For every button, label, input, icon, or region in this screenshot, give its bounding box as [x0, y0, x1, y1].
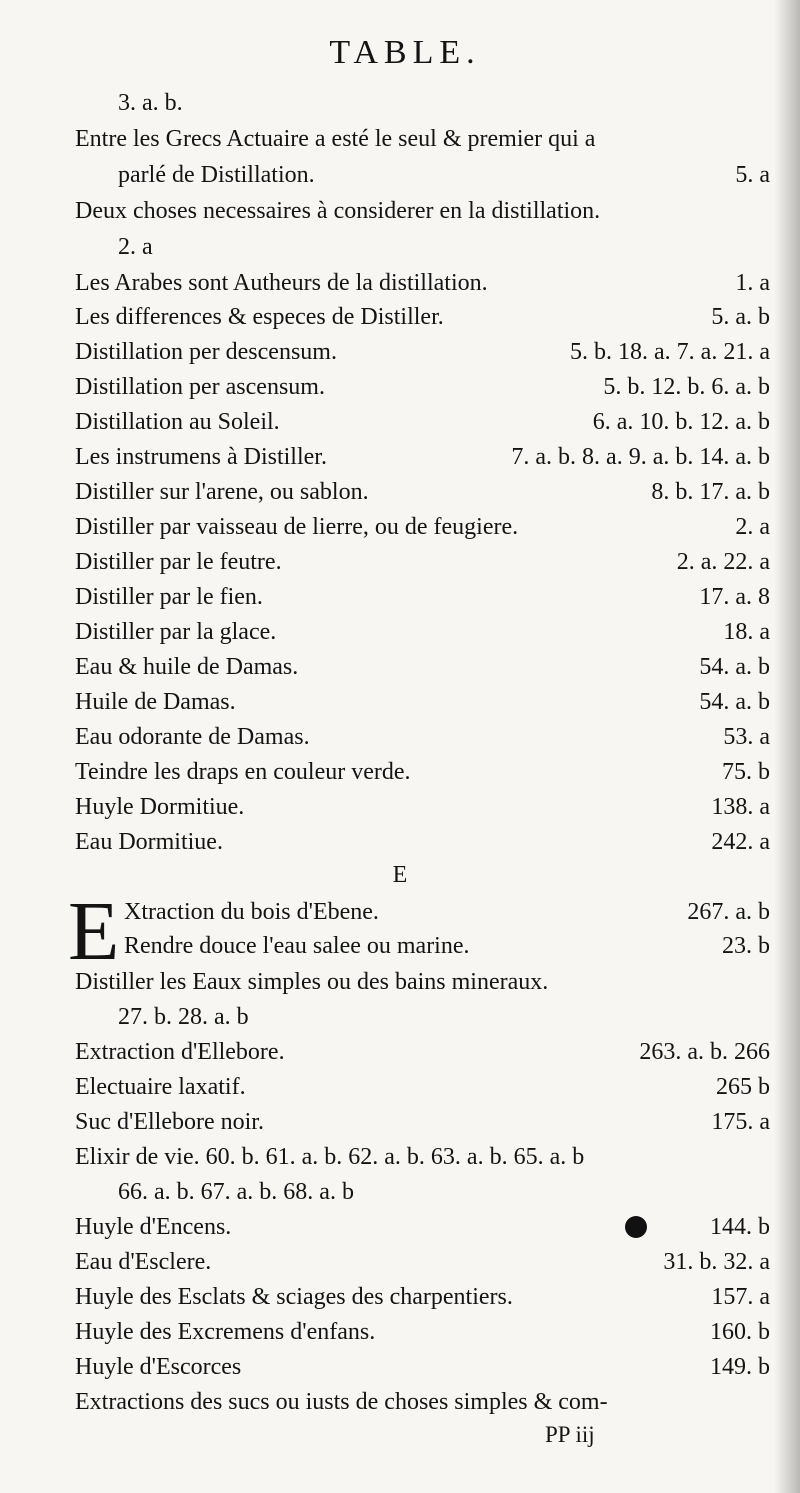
section-letter: E [392, 862, 408, 888]
page-edge-shadow [774, 0, 800, 1493]
entry-ref: 18. a [723, 619, 770, 645]
entry-text: Distiller par le fien. [75, 584, 263, 610]
index-entry [75, 442, 770, 472]
index-entry [75, 124, 770, 154]
entry-ref: 263. a. b. 266 [639, 1039, 770, 1065]
index-entry [75, 372, 770, 402]
entry-text: Distillation per descensum. [75, 339, 337, 365]
index-entry [118, 88, 770, 118]
entry-ref: 1. a [735, 270, 770, 296]
entry-ref: 5. a [735, 162, 770, 188]
index-entry [124, 897, 770, 927]
entry-text: Huyle Dormitiue. [75, 794, 245, 820]
entry-ref: 2. a [735, 514, 770, 540]
entry-text: Extraction d'Ellebore. [75, 1039, 285, 1065]
entry-ref: 149. b [710, 1354, 770, 1380]
entry-text: Eau & huile de Damas. [75, 654, 299, 680]
entry-text: Elixir de vie. 60. b. 61. a. b. 62. a. b. 63. a. b. 65. a. b [75, 1144, 585, 1170]
index-entry [118, 1002, 770, 1032]
index-entry [75, 1142, 770, 1172]
entry-ref: 267. a. b [687, 899, 770, 925]
entry-ref: 138. a [711, 794, 770, 820]
entry-ref: 242. a [711, 829, 770, 855]
index-entry [75, 196, 770, 226]
entry-text: 66. a. b. 67. a. b. 68. a. b [118, 1179, 354, 1205]
entry-text: Suc d'Ellebore noir. [75, 1109, 264, 1135]
entry-ref: 144. b [710, 1214, 770, 1240]
entry-text: parlé de Distillation. [118, 162, 315, 188]
running-title: TABLE. [329, 34, 481, 71]
entry-text: Distiller par le feutre. [75, 549, 282, 575]
entry-ref: 2. a. 22. a [676, 549, 770, 575]
ink-stain [625, 1216, 647, 1238]
index-entry [75, 827, 770, 857]
entry-text: 27. b. 28. a. b [118, 1004, 249, 1030]
index-entry [75, 302, 770, 332]
drop-cap: E [68, 885, 120, 978]
entry-text: Distillation au Soleil. [75, 409, 280, 435]
entry-text: Les instrumens à Distiller. [75, 444, 327, 470]
entry-ref: 54. a. b [699, 689, 770, 715]
entry-text: Distillation per ascensum. [75, 374, 325, 400]
entry-text: Huyle d'Escorces [75, 1354, 242, 1380]
entry-text: Distiller par la glace. [75, 619, 277, 645]
index-entry [75, 1072, 770, 1102]
entry-text: Distiller sur l'arene, ou sablon. [75, 479, 369, 505]
entry-ref: 5. b. 12. b. 6. a. b [603, 374, 770, 400]
entry-text: Rendre douce l'eau salee ou marine. [124, 933, 470, 959]
index-entry [75, 337, 770, 367]
entry-ref: 160. b [710, 1319, 770, 1345]
index-entry [75, 268, 770, 298]
entry-ref: 6. a. 10. b. 12. a. b [592, 409, 770, 435]
entry-text: Huyle des Esclats & sciages des charpentiers. [75, 1284, 513, 1310]
index-entry [75, 1282, 770, 1312]
entry-text: Entre les Grecs Actuaire a esté le seul & premier qui a [75, 126, 596, 152]
index-entry [118, 232, 770, 262]
index-entry [75, 1247, 770, 1277]
entry-ref: 75. b [722, 759, 770, 785]
entry-text: Distiller les Eaux simples ou des bains mineraux. [75, 969, 549, 995]
entry-text: Xtraction du bois d'Ebene. [124, 899, 379, 925]
entry-text: Electuaire laxatif. [75, 1074, 246, 1100]
entry-text: Extractions des sucs ou iusts de choses simples & com- [75, 1389, 608, 1415]
entry-ref: 17. a. 8 [699, 584, 770, 610]
entry-ref: 175. a [711, 1109, 770, 1135]
index-entry [75, 652, 770, 682]
entry-ref: 5. b. 18. a. 7. a. 21. a [570, 339, 770, 365]
index-entry [75, 1107, 770, 1137]
index-entry [75, 1212, 770, 1242]
entry-text: Teindre les draps en couleur verde. [75, 759, 411, 785]
entry-ref: 53. a [723, 724, 770, 750]
index-entry [75, 1037, 770, 1067]
entry-text: 2. a [118, 234, 153, 260]
entry-text: Les Arabes sont Autheurs de la distillation. [75, 270, 488, 296]
index-entry [75, 1352, 770, 1382]
entry-text: 3. a. b. [118, 90, 183, 116]
entry-ref: 54. a. b [699, 654, 770, 680]
index-entry [124, 931, 770, 961]
entry-text: Eau Dormitiue. [75, 829, 223, 855]
index-entry [75, 792, 770, 822]
index-entry [75, 547, 770, 577]
index-entry [75, 617, 770, 647]
index-entry [75, 967, 770, 997]
entry-ref: 8. b. 17. a. b [651, 479, 770, 505]
signature-mark: PP iij [545, 1422, 595, 1447]
index-entry [75, 687, 770, 717]
entry-ref: 31. b. 32. a [663, 1249, 770, 1275]
index-entry [75, 407, 770, 437]
index-entry [75, 722, 770, 752]
entry-ref: 265 b [716, 1074, 770, 1100]
entry-text: Huile de Damas. [75, 689, 236, 715]
index-entry [75, 1317, 770, 1347]
entry-text: Huyle d'Encens. [75, 1214, 232, 1240]
entry-text: Huyle des Excremens d'enfans. [75, 1319, 376, 1345]
index-entry [75, 477, 770, 507]
index-entry [118, 160, 770, 190]
index-entry [75, 1387, 770, 1417]
entry-text: Eau d'Esclere. [75, 1249, 212, 1275]
entry-ref: 157. a [711, 1284, 770, 1310]
entry-ref: 23. b [722, 933, 770, 959]
entry-text: Deux choses necessaires à considerer en la distillation. [75, 198, 601, 224]
entry-text: Les differences & especes de Distiller. [75, 304, 444, 330]
index-entry [75, 512, 770, 542]
index-entry [75, 582, 770, 612]
entry-ref: 5. a. b [711, 304, 770, 330]
index-entry [75, 757, 770, 787]
entry-text: Eau odorante de Damas. [75, 724, 310, 750]
entry-ref: 7. a. b. 8. a. 9. a. b. 14. a. b [511, 444, 770, 470]
entry-text: Distiller par vaisseau de lierre, ou de feugiere. [75, 514, 519, 540]
index-entry [118, 1177, 770, 1207]
